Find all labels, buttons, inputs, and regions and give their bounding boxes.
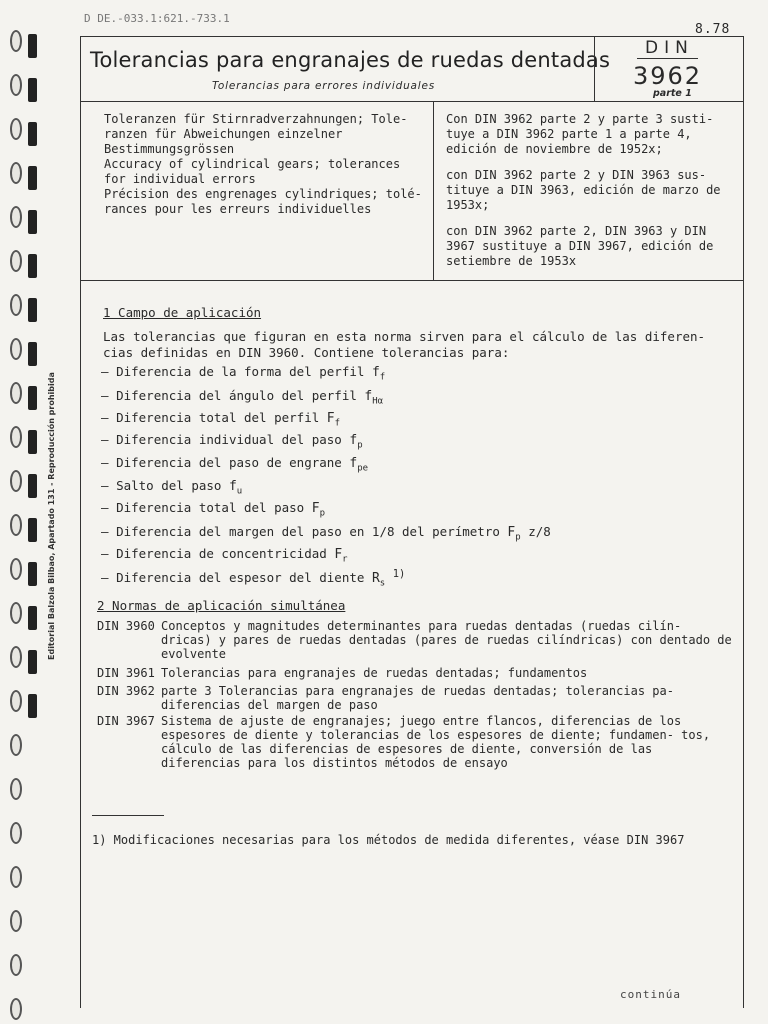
symbol-subscript: p (319, 508, 325, 519)
binder-hole-shadow (28, 122, 37, 146)
list-item-text: Diferencia de concentricidad (116, 546, 327, 561)
header (80, 36, 744, 102)
list-item-text: Diferencia del ángulo del perfil (116, 388, 357, 403)
list-item-symbol (349, 456, 369, 474)
binder-hole (10, 778, 22, 800)
norm-text: Tolerancias para engranajes de ruedas dentadas; fundamentos (161, 666, 588, 680)
binder-hole (10, 426, 22, 448)
list-dash: – (101, 546, 117, 561)
section-2-heading: 2 Normas de aplicación simultánea (97, 598, 346, 613)
binder-hole (10, 162, 22, 184)
symbol-letter: f (371, 365, 380, 380)
list-item (101, 478, 242, 497)
binder-hole-shadow (28, 342, 37, 366)
list-dash: – (101, 570, 117, 586)
top-strip-text: D DE.-033.1:621.-733.1 (84, 12, 230, 25)
binder-hole (10, 998, 22, 1020)
replacement-note: con DIN 3962 parte 2, DIN 3963 y DIN 3967 sustituye a DIN 3967, edición de setiembre de 1953x (446, 224, 714, 268)
symbol-letter: f (228, 479, 237, 494)
list-dash: – (101, 455, 117, 470)
symbol-subscript: s (379, 578, 386, 589)
binder-hole-shadow (28, 694, 37, 718)
binder-hole (10, 470, 22, 492)
symbol-letter: R (371, 571, 380, 587)
list-dash: – (101, 500, 117, 515)
symbol-letter: F (507, 525, 516, 540)
binder-hole-shadow (28, 298, 37, 322)
binder-hole (10, 910, 22, 932)
binder-hole-shadow (28, 562, 37, 586)
binder-hole-shadow (28, 78, 37, 102)
binder-hole (10, 690, 22, 712)
list-item-symbol (507, 525, 521, 543)
list-item-text: Diferencia del espesor del diente (116, 570, 365, 586)
binder-hole-shadow (28, 166, 37, 190)
norm-text: Sistema de ajuste de engranajes; juego entre flancos, diferencias de los espesores de diente y tolerancias de los espesores de diente; fundamen- tos, cálculo de las diferencias de espesores de diente, conversión de las diferencias para los distintos métodos de ensayo (161, 714, 711, 770)
list-item-text: Diferencia del margen del paso en 1/8 del perímetro (116, 524, 500, 539)
binder-hole (10, 602, 22, 624)
section-1-heading: 1 Campo de aplicación (103, 305, 262, 320)
symbol-subscript: f (334, 418, 341, 429)
list-dash: – (101, 410, 117, 425)
binder-hole (10, 822, 22, 844)
list-item (101, 364, 385, 383)
symbol-subscript: u (236, 486, 243, 497)
norm-row (97, 666, 737, 682)
binder-hole (10, 250, 22, 272)
binder-hole-shadow (28, 386, 37, 410)
footnote-ref: 1) (392, 568, 406, 580)
norm-code: DIN 3960 (97, 619, 155, 633)
page-number: 8.78 (695, 22, 731, 37)
list-item-text: Diferencia del paso de engrane (116, 455, 342, 470)
binder-hole (10, 294, 22, 316)
binder-hole-shadow (28, 430, 37, 454)
replacement-notes (446, 112, 738, 280)
list-item-symbol (326, 411, 341, 429)
binder-hole (10, 954, 22, 976)
document-subtitle: Tolerancias para errores individuales (212, 80, 436, 92)
list-dash: – (101, 432, 117, 447)
list-item-symbol (371, 571, 386, 589)
list-item (101, 546, 348, 565)
symbol-subscript: r (342, 554, 348, 565)
norm-code: DIN 3962 (97, 684, 155, 698)
section-1-intro: Las tolerancias que figuran en esta norma sirven para el cálculo de las diferen- cias definidas en DIN 3960. Contiene tolerancias para: (103, 329, 706, 360)
binder-hole-shadow (28, 474, 37, 498)
norm-row (97, 619, 737, 663)
binder-holes (0, 0, 50, 1024)
norm-code: DIN 3961 (97, 666, 155, 680)
symbol-subscript: f (379, 372, 386, 383)
continua-label: continúa (620, 988, 681, 1001)
binder-hole (10, 118, 22, 140)
symbol-letter: f (364, 389, 373, 404)
list-item-symbol (334, 547, 348, 565)
replacement-note: Con DIN 3962 parte 2 y parte 3 susti- tuye a DIN 3962 parte 1 a parte 4, edición de noviembre de 1952x; (446, 112, 714, 156)
symbol-subscript: p (357, 440, 363, 451)
symbol-subscript: Hα (372, 396, 384, 407)
document-title: Tolerancias para engranajes de ruedas dentadas (90, 48, 611, 72)
norm-row (97, 714, 737, 774)
list-item-text: Diferencia total del perfil (116, 410, 320, 425)
title-german: Toleranzen für Stirnradverzahnungen; Tole- ranzen für Abweichungen einzelner Bestimmungsgrössen (104, 112, 408, 156)
norm-text: parte 3 Tolerancias para engranajes de ruedas dentadas; tolerancias pa- diferencias del margen de paso (161, 684, 674, 712)
list-item-symbol (371, 365, 386, 383)
list-item (101, 432, 363, 451)
din-box (594, 36, 744, 102)
norm-row (97, 684, 737, 714)
binder-hole-shadow (28, 254, 37, 278)
binder-hole (10, 338, 22, 360)
binder-hole (10, 734, 22, 756)
list-item (101, 455, 368, 474)
list-dash: – (101, 478, 117, 493)
list-item-symbol (311, 501, 325, 519)
symbol-letter: F (334, 547, 343, 562)
list-dash: – (101, 364, 117, 379)
binder-hole (10, 206, 22, 228)
binder-hole-shadow (28, 210, 37, 234)
list-item-text: Diferencia total del paso (116, 500, 305, 515)
list-item-text: Salto del paso (116, 478, 222, 493)
list-item (101, 568, 405, 589)
binder-hole-shadow (28, 518, 37, 542)
replacement-note: con DIN 3962 parte 2 y DIN 3963 sus- tituye a DIN 3963, edición de marzo de 1953x; (446, 168, 721, 212)
list-item-text: Diferencia individual del paso (116, 432, 342, 447)
header-rule (80, 280, 744, 281)
binder-hole (10, 30, 22, 52)
foreign-titles (104, 112, 429, 217)
title-english: Accuracy of cylindrical gears; tolerances for individual errors (104, 157, 401, 186)
binder-hole (10, 514, 22, 536)
binder-hole (10, 558, 22, 580)
din-label: DIN (637, 38, 698, 59)
norm-text: Conceptos y magnitudes determinantes para ruedas dentadas (ruedas cilín- dricas) y pares de ruedas dentadas (pares de ruedas cilíndricas) con dentado de evolvente (161, 619, 732, 661)
binder-hole (10, 866, 22, 888)
side-publisher-note: Editorial Balzola Bilbao, Apartado 131 - Reproducción prohibida (47, 372, 56, 660)
symbol-letter: f (349, 456, 358, 471)
symbol-subscript: p (515, 532, 521, 543)
symbol-letter: F (311, 501, 320, 516)
list-dash: – (101, 524, 117, 539)
list-item-symbol (228, 479, 243, 497)
binder-hole (10, 646, 22, 668)
binder-hole (10, 74, 22, 96)
norm-code: DIN 3967 (97, 714, 155, 728)
binder-hole (10, 382, 22, 404)
list-item (101, 388, 383, 407)
list-dash: – (101, 388, 117, 403)
din-part: parte 1 (653, 88, 692, 99)
symbol-letter: F (326, 411, 335, 426)
list-item (101, 524, 551, 543)
symbol-subscript: pe (357, 463, 369, 474)
binder-hole-shadow (28, 34, 37, 58)
title-french: Précision des engrenages cylindriques; tolé- rances pour les erreurs individuelles (104, 187, 422, 216)
footnote-rule (92, 815, 164, 816)
footnote: 1) Modificaciones necesarias para los métodos de medida diferentes, véase DIN 3967 (92, 833, 685, 847)
list-item-symbol (349, 433, 363, 451)
list-item-symbol (364, 389, 384, 407)
binder-hole-shadow (28, 606, 37, 630)
list-item (101, 410, 340, 429)
symbol-letter: f (349, 433, 358, 448)
list-item-text: Diferencia de la forma del perfil (116, 364, 365, 379)
column-divider (433, 102, 434, 280)
binder-hole-shadow (28, 650, 37, 674)
list-item (101, 500, 325, 519)
din-number: 3962 (633, 62, 703, 90)
symbol-tail: z/8 (528, 524, 551, 539)
